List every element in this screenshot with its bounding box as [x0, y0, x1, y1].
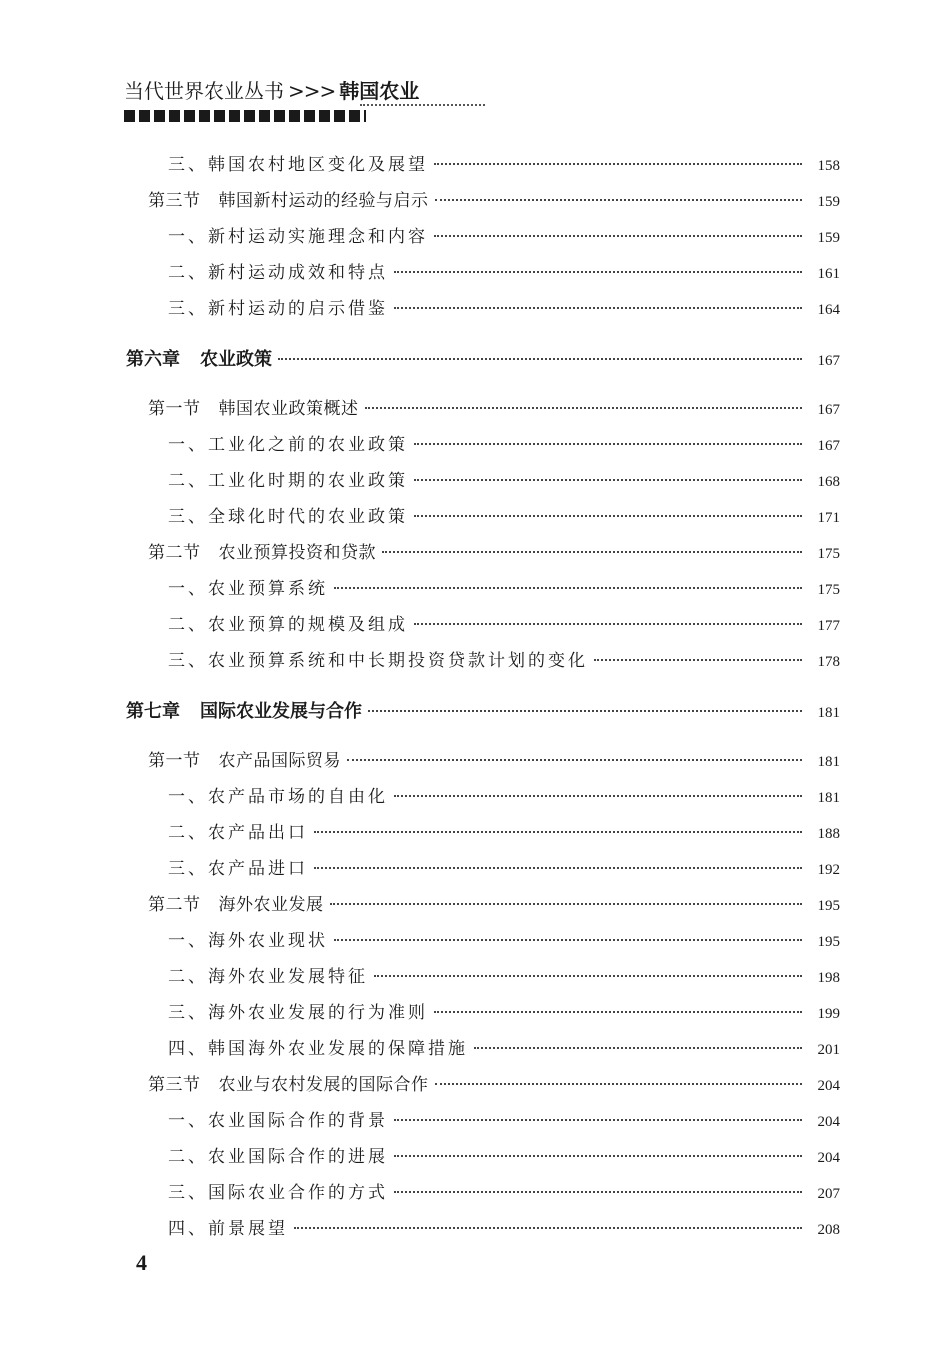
dot-leader: [394, 1191, 802, 1193]
toc-item: [168, 646, 840, 671]
dot-leader: [394, 1119, 802, 1121]
toc-section-title: 韩国新村运动的经验与启示: [218, 191, 429, 211]
dot-leader: [330, 903, 803, 905]
toc-section-number: 第一节: [148, 399, 201, 419]
dot-leader: [435, 199, 803, 201]
toc-entry-label: 一、海外农业现状: [168, 931, 328, 951]
toc-entry-label: 二、工业化时期的农业政策: [168, 471, 408, 491]
dot-leader: [334, 939, 802, 941]
toc-page-number: 175: [817, 582, 840, 598]
toc-entry-label: 一、工业化之前的农业政策: [168, 435, 408, 455]
toc-section: [148, 890, 840, 915]
toc-page-number: 159: [817, 230, 840, 246]
dot-leader: [414, 515, 802, 517]
dot-leader: [314, 831, 802, 833]
toc-page-number: 201: [817, 1042, 840, 1058]
toc-item: [168, 1214, 840, 1239]
dot-leader: [394, 271, 802, 273]
dot-leader: [347, 759, 802, 761]
toc-entry-label: 三、全球化时代的农业政策: [168, 507, 408, 527]
toc-page-number: 167: [817, 402, 840, 418]
toc-section: [148, 746, 840, 771]
toc-item: [168, 1178, 840, 1203]
toc-section-heading: [148, 538, 376, 563]
toc-entry-label: 一、新村运动实施理念和内容: [168, 227, 428, 247]
dot-leader: [594, 659, 802, 661]
toc-item: [168, 854, 840, 879]
toc-entry-label: 四、前景展望: [168, 1219, 288, 1239]
toc-section: [148, 394, 840, 419]
dot-leader: [414, 479, 802, 481]
toc-section-number: 第三节: [148, 191, 201, 211]
toc-chapter-heading: [126, 697, 362, 723]
toc-page-number: 159: [817, 194, 840, 210]
running-header: [124, 78, 524, 104]
toc-section: [148, 1070, 840, 1095]
toc-item: [168, 574, 840, 599]
toc-section-heading: [148, 1070, 429, 1095]
toc-item: [168, 782, 840, 807]
toc-section-number: 第二节: [148, 543, 201, 563]
toc-section-number: 第一节: [148, 751, 201, 771]
toc-item: [168, 1142, 840, 1167]
toc-entry-label: 一、农业预算系统: [168, 579, 328, 599]
dot-leader: [382, 551, 802, 553]
dot-leader: [334, 587, 802, 589]
toc-section-title: 海外农业发展: [218, 895, 324, 915]
toc-page-number: 204: [817, 1078, 840, 1094]
dot-leader: [414, 443, 802, 445]
toc-entry-label: 一、农业国际合作的背景: [168, 1111, 388, 1131]
toc-section-title: 农业与农村发展的国际合作: [218, 1075, 429, 1095]
toc-chapter: [126, 697, 840, 723]
toc-item: [168, 1034, 840, 1059]
toc-page-number: 175: [817, 546, 840, 562]
toc-entry-label: 二、农业国际合作的进展: [168, 1147, 388, 1167]
toc-item: [168, 430, 840, 455]
toc-page-number: 167: [817, 353, 840, 369]
toc-entry-label: 三、韩国农村地区变化及展望: [168, 155, 428, 175]
toc-page-number: 171: [817, 510, 840, 526]
toc-page-number: 158: [817, 158, 840, 174]
dot-leader: [394, 307, 802, 309]
toc-item: [168, 294, 840, 319]
toc-page-number: 204: [817, 1114, 840, 1130]
toc-chapter-title: 农业政策: [200, 349, 272, 370]
header-separator: >>>: [288, 79, 336, 103]
header-dotted-rule: [360, 104, 485, 106]
toc-section-title: 农产品国际贸易: [218, 751, 341, 771]
header-block-rule: [124, 110, 366, 122]
toc-section-title: 韩国农业政策概述: [218, 399, 359, 419]
toc-entry-label: 二、新村运动成效和特点: [168, 263, 388, 283]
toc-item: [168, 502, 840, 527]
toc-item: [168, 1106, 840, 1131]
book-title: 韩国农业: [339, 79, 420, 103]
dot-leader: [434, 1011, 802, 1013]
dot-leader: [394, 795, 802, 797]
toc-page-number: 188: [817, 826, 840, 842]
toc-chapter-title: 国际农业发展与合作: [200, 701, 362, 722]
toc-page-number: 199: [817, 1006, 840, 1022]
dot-leader: [414, 623, 802, 625]
toc-item: [168, 962, 840, 987]
toc-chapter-heading: [126, 345, 272, 371]
toc-page-number: 195: [817, 934, 840, 950]
toc-item: [168, 998, 840, 1023]
dot-leader: [278, 358, 802, 360]
toc-entry-label: 三、农产品进口: [168, 859, 308, 879]
toc-entry-label: 四、韩国海外农业发展的保障措施: [168, 1039, 468, 1059]
toc-section-heading: [148, 746, 341, 771]
toc-page-number: 204: [817, 1150, 840, 1166]
dot-leader: [434, 163, 802, 165]
toc-page-number: 192: [817, 862, 840, 878]
toc-section: [148, 538, 840, 563]
toc-entry-label: 二、农产品出口: [168, 823, 308, 843]
toc-section-number: 第二节: [148, 895, 201, 915]
toc-entry-label: 二、海外农业发展特征: [168, 967, 368, 987]
toc-entry-label: 三、新村运动的启示借鉴: [168, 299, 388, 319]
toc-page-number: 198: [817, 970, 840, 986]
toc-page-number: 208: [817, 1222, 840, 1238]
toc-entry-label: 二、农业预算的规模及组成: [168, 615, 408, 635]
dot-leader: [474, 1047, 802, 1049]
toc-chapter: [126, 345, 840, 371]
toc-item: [168, 926, 840, 951]
toc-section: [148, 186, 840, 211]
dot-leader: [374, 975, 802, 977]
toc-page-number: 207: [817, 1186, 840, 1202]
toc-page-number: 181: [817, 705, 840, 721]
toc-page-number: 181: [817, 790, 840, 806]
toc-item: [168, 610, 840, 635]
toc-page-number: 177: [817, 618, 840, 634]
dot-leader: [314, 867, 802, 869]
toc-section-heading: [148, 394, 359, 419]
page-number: 4: [136, 1250, 147, 1275]
toc-section-heading: [148, 186, 429, 211]
toc-entry-label: 三、国际农业合作的方式: [168, 1183, 388, 1203]
toc-chapter-number: 第七章: [126, 701, 180, 722]
toc-section-heading: [148, 890, 324, 915]
toc-section-number: 第三节: [148, 1075, 201, 1095]
toc-item: [168, 466, 840, 491]
toc-item: [168, 222, 840, 247]
toc-page-number: 164: [817, 302, 840, 318]
dot-leader: [434, 235, 802, 237]
toc-page-number: 167: [817, 438, 840, 454]
series-title: 当代世界农业丛书: [124, 79, 284, 103]
toc-chapter-number: 第六章: [126, 349, 180, 370]
toc-section-title: 农业预算投资和贷款: [218, 543, 376, 563]
toc-entry-label: 一、农产品市场的自由化: [168, 787, 388, 807]
dot-leader: [368, 710, 802, 712]
toc-page-number: 195: [817, 898, 840, 914]
toc-page-number: 181: [817, 754, 840, 770]
toc-item: [168, 258, 840, 283]
toc-page-number: 178: [817, 654, 840, 670]
toc-entry-label: 三、农业预算系统和中长期投资贷款计划的变化: [168, 651, 588, 671]
toc-entry-label: 三、海外农业发展的行为准则: [168, 1003, 428, 1023]
toc-page-number: 161: [817, 266, 840, 282]
toc-item: [168, 818, 840, 843]
dot-leader: [365, 407, 803, 409]
toc-page-number: 168: [817, 474, 840, 490]
dot-leader: [294, 1227, 802, 1229]
dot-leader: [435, 1083, 803, 1085]
dot-leader: [394, 1155, 802, 1157]
toc-item: [168, 150, 840, 175]
